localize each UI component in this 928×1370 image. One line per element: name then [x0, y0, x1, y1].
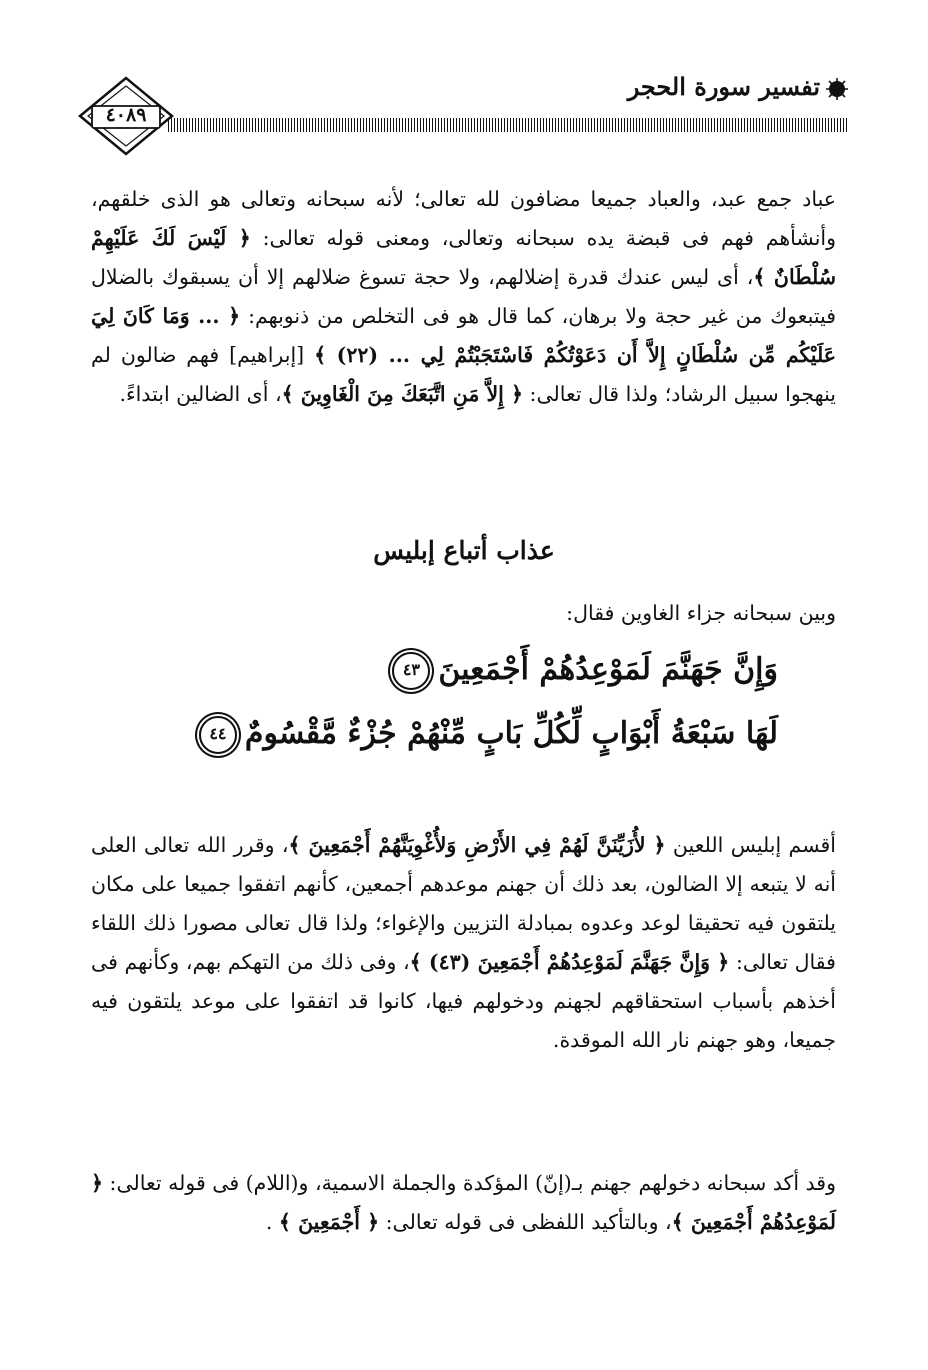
paragraph-text: [إبراهيم] فهم ضالون لم ينهجوا سبيل الرشاد؛ ولذا قال تعالى:: [91, 343, 836, 406]
paragraph-text: ، أى الضالين ابتداءً.: [119, 382, 282, 406]
paragraph-3: [91, 826, 836, 1060]
paragraph-text: ، أى ليس عندك قدرة إضلالهم، ولا حجة تسوغ ضلالهم إلا أن يسبقوك بالضلال فيتبعوك من غير حجة ولا برهان، كما قال هو فى التخلص من ذنوبهم:: [91, 265, 837, 328]
quran-quote: ﴿ ... وَمَا كَانَ لِيَ عَلَيْكُم مِّن سُلْطَانٍ إِلاَّ أَن دَعَوْتُكُمْ فَاسْتَجَبْتُمْ لِي ... (٢٢) ﴾: [91, 304, 836, 367]
paragraph-1: [91, 180, 836, 414]
quran-quote: ﴿ لأُزَيِّنَنَّ لَهُمْ فِي الأَرْضِ وَلأُغْوِيَنَّهُمْ أَجْمَعِينَ ﴾: [288, 833, 666, 857]
quran-quote: ﴿ إِلاَّ مَنِ اتَّبَعَكَ مِنَ الْغَاوِينَ ﴾: [281, 382, 524, 406]
ayah-number-marker: ٤٤: [199, 716, 237, 754]
paragraph-4: [91, 1164, 836, 1242]
verse-line-1: [160, 652, 778, 690]
verse-text: لَهَا سَبْعَةُ أَبْوَابٍ لِّكُلِّ بَابٍ مِّنْهُمْ جُزْءٌ مَّقْسُومٌ: [244, 716, 778, 751]
running-header-title: تفسير سورة الحجر: [627, 72, 820, 101]
section-heading: عذاب أتباع إبليس: [373, 536, 555, 565]
ornament-bullet-icon: [826, 78, 848, 100]
paragraph-text: ، وفى ذلك من التهكم بهم، وكأنهم فى أخذهم بأسباب استحقاقهم لجهنم ودخولهم فيها، كانوا قد اتفقوا على موعد يلتقون فيه جميعا، وهو جهنم نار الله الموقدة.: [91, 950, 836, 1052]
paragraph-text: ، وبالتأكيد اللفظى فى قوله تعالى:: [379, 1210, 672, 1234]
verse-text: وَإِنَّ جَهَنَّمَ لَمَوْعِدُهُمْ أَجْمَعِينَ: [438, 652, 778, 687]
intro-line: [91, 594, 836, 633]
quran-quote: ﴿ أَجْمَعِينَ ﴾: [278, 1210, 380, 1234]
paragraph-text: وقد أكد سبحانه دخولهم جهنم بـ(إنّ) المؤكدة والجملة الاسمية، و(اللام) فى قوله تعالى:: [103, 1171, 836, 1195]
quran-quote: ﴿ وَإِنَّ جَهَنَّمَ لَمَوْعِدُهُمْ أَجْمَعِينَ (٤٣) ﴾: [409, 950, 730, 974]
paragraph-text: عباد جمع عبد، والعباد جميعا مضافون لله تعالى؛ لأنه سبحانه وتعالى هو الذى خلقهم، وأنشأهم فهم فى قبضة يده سبحانه وتعالى، ومعنى قوله تعالى:: [91, 187, 837, 250]
paragraph-text: ، وقرر الله تعالى العلى أنه لا يتبعه إلا الضالون، بعد ذلك أن جهنم موعدهم أجمعين، كأنهم اتفقوا جميعا على مكان يلتقون فيه تحقيقا لوعد وعدوه بمبادلة التزيين والإغواء؛ ولذا قال تعالى مصورا ذلك اللقاء فقال تعالى:: [91, 833, 836, 974]
quran-quote: ﴿ لَيْسَ لَكَ عَلَيْهِمْ سُلْطَانٌ ﴾: [91, 226, 837, 289]
header-rule: [168, 118, 848, 132]
intro-text: وبين سبحانه جزاء الغاوين فقال:: [566, 601, 836, 625]
paragraph-text: أقسم إبليس اللعين: [665, 833, 836, 857]
verse-line-2: [160, 716, 778, 754]
page-number: ٤٠٨٩: [105, 104, 147, 126]
paragraph-text: .: [265, 1210, 279, 1234]
quran-quote: ﴿ لَمَوْعِدُهُمْ أَجْمَعِينَ ﴾: [91, 1171, 836, 1234]
ayah-number-marker: ٤٣: [392, 652, 430, 690]
